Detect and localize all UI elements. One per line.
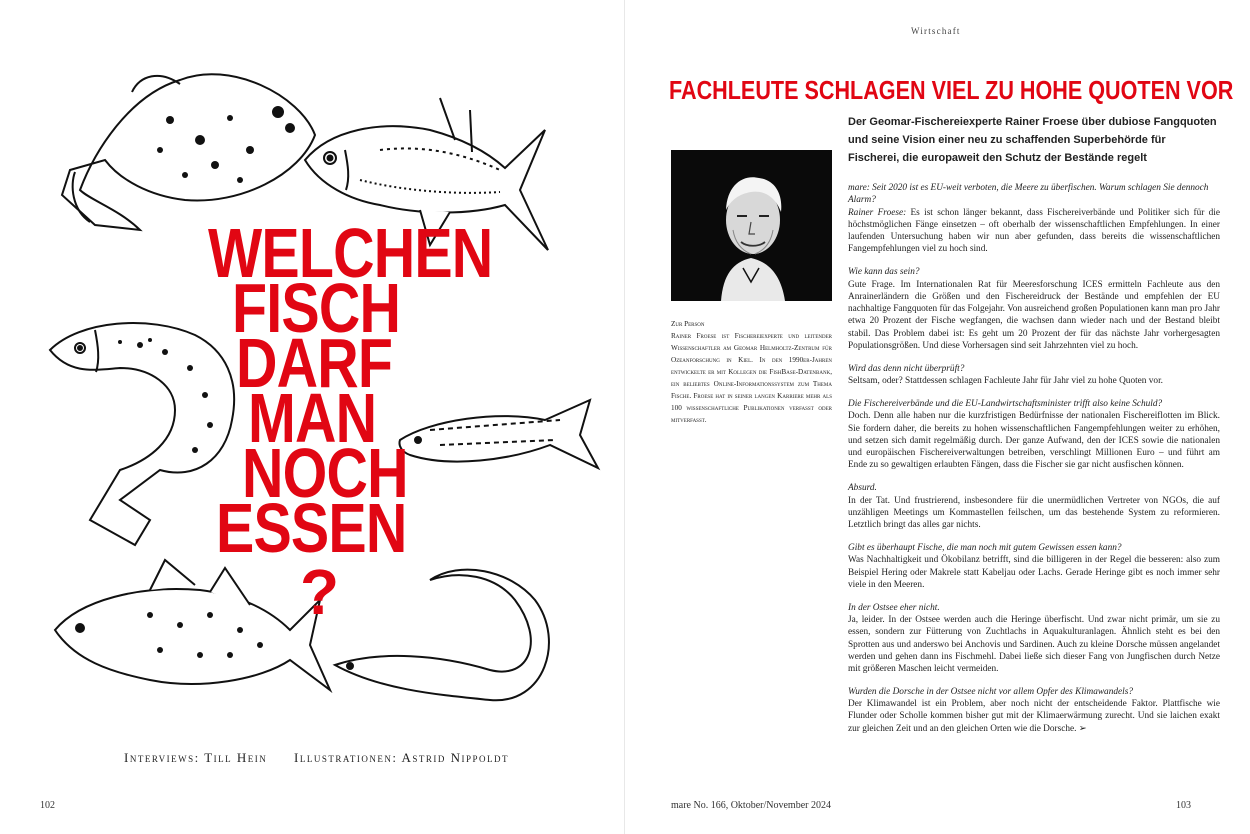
qa-block (848, 266, 1220, 352)
answer (848, 207, 1220, 256)
answer: Doch. Denn alle haben nur die kurzfristigen Bedürfnisse der nationalen Fischereiflotten im Blick. Sie fordern daher, die bereits zu hohen wissenschaftlichen Fangempfehlungen weiter zu erhöhen, und setzen sich damit regelmäßig durch. Der ganze Aufwand, den der ICES sowie die nationalen und europäischen Fischereiverwaltungen betreiben, verschlingt Millionen Euro – und führt am Ende zu so gewaltigen erlaubten Fängen, dass die Fischer sie gar nicht ausfischen können. (848, 411, 1220, 471)
section-label: Wirtschaft (911, 26, 961, 36)
answer: In der Tat. Und frustrierend, insbesondere für die unermüdlichen Vertreter von NGOs, die auf unzähligen Meetings um Kommastellen feilschen, um das bestehende System zu reformieren. Letztlich bringt das alles gar nichts. (848, 495, 1220, 531)
qa-block (848, 602, 1220, 676)
headline-line-6: ESSEN (216, 489, 407, 567)
question: Absurd. (848, 483, 877, 494)
article-title: FACHLEUTE SCHLAGEN VIEL ZU HOHE QUOTEN VOR (669, 75, 1234, 105)
question: mare: Seit 2020 ist es EU-weit verboten, die Meere zu überfischen. Warum schlagen Sie dennoch Alarm? (848, 183, 1209, 206)
page-number-left: 102 (40, 800, 55, 811)
answer: Seltsam, oder? Stattdessen schlagen Fachleute Jahr für Jahr viel zu hohe Quoten vor. (848, 376, 1163, 387)
eel-illustration (335, 570, 549, 701)
answer: Was Nachhaltigkeit und Ökobilanz betrifft, sind die billigeren in der Regel die besseren: also zum Beispiel Hering oder Makrele statt Kabeljau oder Lachs. Gerade Heringe gibt es noch immer sehr viele in den Meeren. (848, 555, 1220, 590)
headline-line-2: FISCH (232, 269, 401, 347)
answer: Der Klimawandel ist ein Problem, aber noch nicht der entscheidende Faktor. Plattfische wie Flunder oder Scholle kommen bisher gut mit der Klimaerwärmung zurecht. Und sie laichen exakt zur gleichen Zeit und an den gleichen Orten wie die Dorsche. ➢ (848, 699, 1220, 734)
page-fold (624, 0, 625, 834)
headline-line-1: WELCHEN (208, 214, 493, 292)
headline-question-mark: ? (300, 556, 340, 628)
question: Wie kann das sein? (848, 267, 920, 278)
page-number-right: 103 (1176, 800, 1191, 811)
portrait-photo (671, 150, 832, 301)
issue-footer: mare No. 166, Oktober/November 2024 (671, 800, 831, 811)
credit-illustrations: Illustrationen: Astrid Nippoldt (294, 750, 510, 765)
qa-block (848, 363, 1220, 388)
qa-block (848, 398, 1220, 472)
bio-box (671, 318, 832, 426)
question: Wurden die Dorsche in der Ostsee nicht vor allem Opfer des Klimawandels? (848, 686, 1133, 697)
cover-headline (208, 214, 493, 567)
headline-line-4: MAN (248, 379, 377, 457)
answer: Ja, leider. In der Ostsee werden auch die Heringe überfischt. Und zwar nicht primär, um sie zu essen, sondern zur Fütterung von Zuchtlachs in Aquakulturanlagen. Ähnlich steht es bei den Sprotten aus und anderswo bei Anchovis und Sardinen. Auch zu kleine Dorsche müssen angelandet werden und gehen dann ins Fischmehl. Dabei ließe sich dieser Fang von Jungfischen durch Netze mit größeren Maschen leicht vermeiden. (848, 614, 1220, 675)
headline-line-5: NOCH (242, 434, 408, 512)
credit-interviews: Interviews: Till Hein (124, 750, 268, 765)
qa-block (848, 542, 1220, 591)
question: Die Fischereiverbände und die EU-Landwirtschaftsminister trifft also keine Schuld? (848, 398, 1163, 409)
bio-text: Rainer Froese ist Fischereiexperte und leitender Wissenschaftler am Geomar Helmholtz-Zentrum für Ozeanforschung in Kiel. In den 1990er-Jahren entwickelte er mit Kollegen die FishBase-Datenbank, ein beliebtes Online-Informationssystem zum Thema Fische. Froese hat in seiner langen Karriere mehr als 100 wissenschaftliche Publikationen verfasst oder mitverfasst. (671, 332, 832, 424)
article-lede: Der Geomar-Fischereiexperte Rainer Froese über dubiose Fangquoten und seine Vision einer neu zu schaffenden Superbehörde für Fischerei, die europaweit den Schutz der Bestände regelt (848, 116, 1217, 164)
answer-text: Es ist schon länger bekannt, dass Fischereiverbände und Politiker sich für die höchstmöglichen Fänge einsetzen – oft oberhalb der wissenschaftlichen Empfehlungen. In einer laufenden Untersuchung haben wir nun aber gefunden, dass bereits die wissenschaftlichen Fangempfehlungen viel zu hoch sind. (848, 207, 1220, 255)
qa-block (848, 686, 1220, 735)
right-page (628, 0, 1250, 834)
question: In der Ostsee eher nicht. (848, 602, 940, 613)
speaker-name: Rainer Froese: (848, 207, 907, 218)
flounder-illustration-top (62, 74, 315, 230)
qa-block (848, 482, 1220, 531)
answer: Gute Frage. Im Internationalen Rat für Meeresforschung ICES ermitteln Fachleute aus den Anrainerländern die Größen und den Fischereidruck der Bestände und empfehlen der EU nachhaltige Fangquoten für das Folgejahr. Von ausreichend großen Populationen kann man pro Jahr etwa 20 Prozent der Fische wegfangen, die wachsen dann wieder nach und der Bestand bleibt stabil. Das Problem dabei ist: Es geht um 20 Prozent der für das nächste Jahr vorhergesagten Populationsgrößen. Und diese Vorhersagen sind seit Jahrzehnten viel zu hoch. (848, 279, 1220, 352)
question: Gibt es überhaupt Fische, die man noch mit gutem Gewissen essen kann? (848, 542, 1122, 553)
left-page (0, 0, 622, 834)
credits (124, 750, 531, 766)
interview-body (848, 182, 1220, 746)
bio-title: Zur Person (671, 320, 705, 328)
trout-illustration (50, 323, 234, 545)
headline-line-3: DARF (236, 324, 393, 402)
question: Wird das denn nicht überprüft? (848, 363, 965, 374)
cod-illustration (55, 560, 330, 690)
qa-block (848, 182, 1220, 256)
